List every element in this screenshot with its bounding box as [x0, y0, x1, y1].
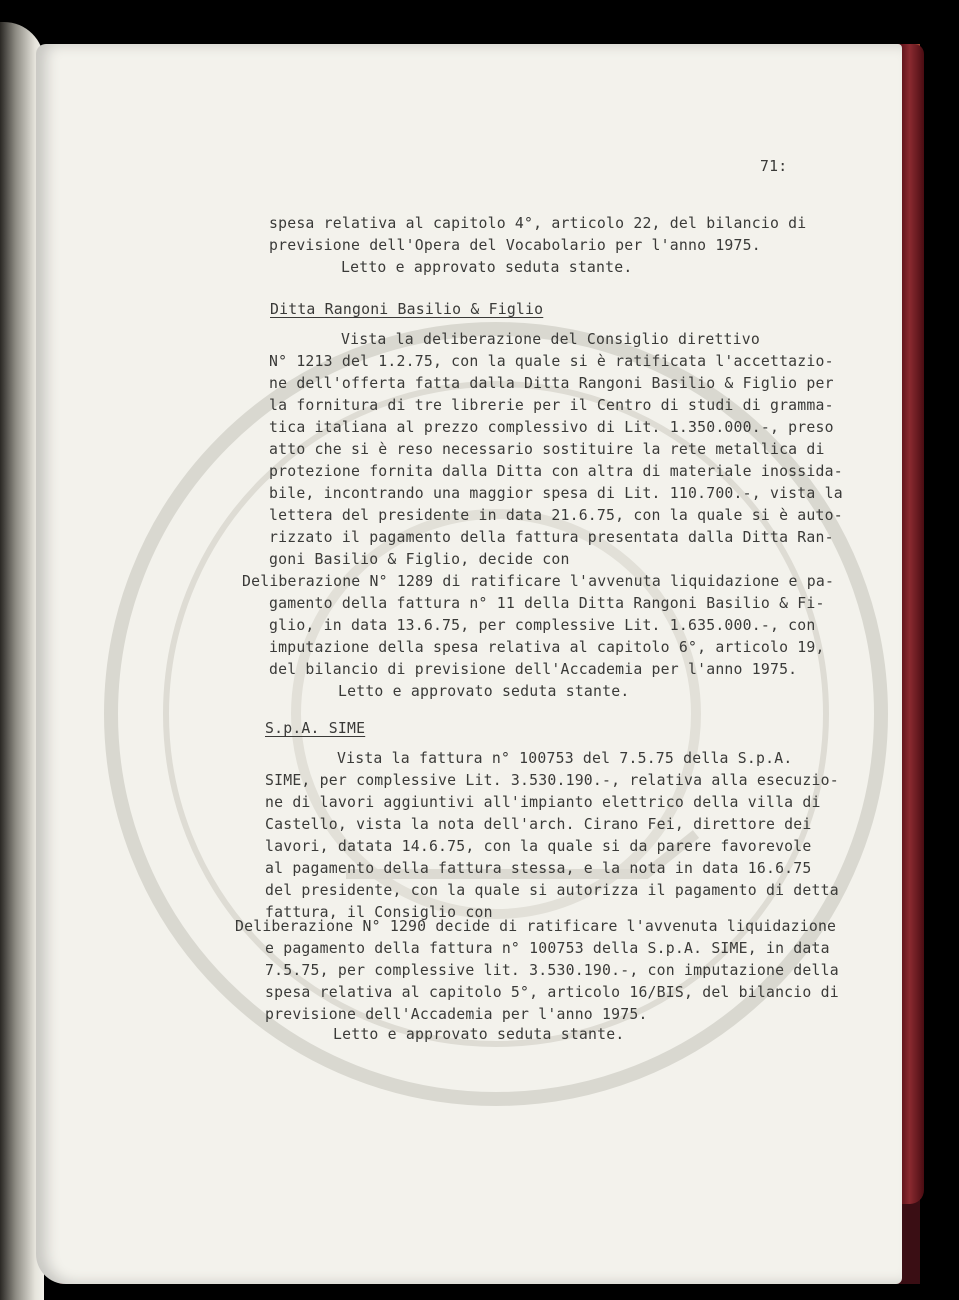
- text-line: glio, in data 13.6.75, per complessive Lit. 1.635.000.-, con: [269, 617, 816, 634]
- text-line: previsione dell'Opera del Vocabolario per l'anno 1975.: [269, 237, 761, 254]
- text-line: lettera del presidente in data 21.6.75, con la quale si è auto-: [269, 507, 843, 524]
- text-line: goni Basilio & Figlio, decide con: [269, 551, 570, 568]
- page-number: 71:: [760, 158, 788, 175]
- text-line: spesa relativa al capitolo 4°, articolo 22, del bilancio di: [269, 215, 807, 232]
- text-line: Deliberazione N° 1289 di ratificare l'avvenuta liquidazione e pa-: [242, 573, 835, 590]
- text-line: ne di lavori aggiuntivi all'impianto elettrico della villa di: [265, 794, 821, 811]
- text-line: Letto e approvato seduta stante.: [333, 1026, 625, 1043]
- text-line: Letto e approvato seduta stante.: [338, 683, 630, 700]
- text-line: protezione fornita dalla Ditta con altra di materiale inossida-: [269, 463, 843, 480]
- section-heading: S.p.A. SIME: [265, 720, 366, 737]
- text-line: e pagamento della fattura n° 100753 della S.p.A. SIME, in data: [265, 940, 830, 957]
- text-line: al pagamento della fattura stessa, e la nota in data 16.6.75: [265, 860, 812, 877]
- text-line: Vista la fattura n° 100753 del 7.5.75 della S.p.A.: [337, 750, 793, 767]
- document-page: [36, 44, 902, 1284]
- text-line: ne dell'offerta fatta dalla Ditta Rangoni Basilio & Figlio per: [269, 375, 834, 392]
- text-line: rizzato il pagamento della fattura presentata dalla Ditta Ran-: [269, 529, 834, 546]
- text-line: Vista la deliberazione del Consiglio direttivo: [341, 331, 760, 348]
- text-line: la fornitura di tre librerie per il Centro di studi di gramma-: [269, 397, 834, 414]
- text-line: Castello, vista la nota dell'arch. Cirano Fei, direttore dei: [265, 816, 812, 833]
- text-line: bile, incontrando una maggior spesa di Lit. 110.700.-, vista la: [269, 485, 843, 502]
- text-line: fattura, il Consiglio con: [265, 904, 493, 921]
- text-line: imputazione della spesa relativa al capitolo 6°, articolo 19,: [269, 639, 825, 656]
- text-line: gamento della fattura n° 11 della Ditta Rangoni Basilio & Fi-: [269, 595, 825, 612]
- text-line: atto che si è reso necessario sostituire la rete metallica di: [269, 441, 825, 458]
- text-line: del bilancio di previsione dell'Accademia per l'anno 1975.: [269, 661, 798, 678]
- text-line: N° 1213 del 1.2.75, con la quale si è ratificata l'accettazio-: [269, 353, 834, 370]
- book-leather-edge: [900, 44, 924, 1204]
- section-heading: Ditta Rangoni Basilio & Figlio: [270, 301, 544, 318]
- text-line: spesa relativa al capitolo 5°, articolo 16/BIS, del bilancio di: [265, 984, 839, 1001]
- text-line: del presidente, con la quale si autorizza il pagamento di detta: [265, 882, 839, 899]
- text-line: Letto e approvato seduta stante.: [341, 259, 633, 276]
- text-line: Deliberazione N° 1290 decide di ratificare l'avvenuta liquidazione: [235, 918, 837, 935]
- text-line: lavori, datata 14.6.75, con la quale si da parere favorevole: [265, 838, 812, 855]
- text-line: tica italiana al prezzo complessivo di Lit. 1.350.000.-, preso: [269, 419, 834, 436]
- text-line: 7.5.75, per complessive lit. 3.530.190.-, con imputazione della: [265, 962, 839, 979]
- text-line: previsione dell'Accademia per l'anno 1975.: [265, 1006, 648, 1023]
- text-line: SIME, per complessive Lit. 3.530.190.-, relativa alla esecuzio-: [265, 772, 839, 789]
